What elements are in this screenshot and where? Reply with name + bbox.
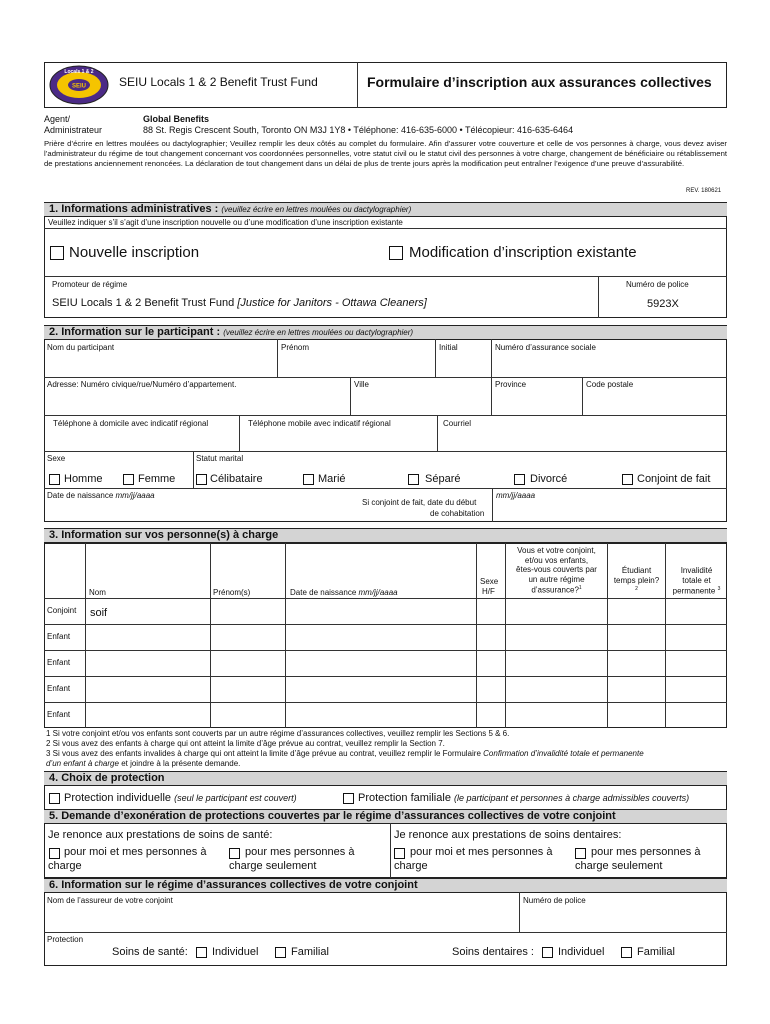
- cohabitation-date-field[interactable]: mm/jj/aaaa: [496, 491, 536, 500]
- waive-dental-label: Je renonce aux prestations de soins dentaires:: [394, 829, 622, 841]
- divider: [598, 276, 599, 318]
- participant-last-name-field[interactable]: Nom du participant: [47, 343, 115, 352]
- section-1-instruction: Veuillez indiquer s’il s’agit d’une inscription nouvelle ou d’une modification d’une inscription existante: [48, 218, 403, 227]
- section-4-title: 4. Choix de protection: [49, 772, 165, 784]
- divider: [44, 624, 727, 625]
- footnote-3: 3 Si vous avez des enfants invalides à charge qui ont atteint la limite d’âge prévue au contrat, veuillez remplir le Formulaire Confirmation d’invalidité totale et permanente: [46, 749, 644, 758]
- divider: [44, 276, 727, 277]
- col-first-name: Prénom(s): [213, 588, 251, 597]
- header-divider: [357, 62, 358, 108]
- footnotes: [46, 729, 726, 769]
- individual-protection-checkbox[interactable]: [49, 793, 60, 804]
- divider: [44, 598, 727, 599]
- divider: [492, 488, 493, 522]
- family-protection-checkbox[interactable]: [343, 793, 354, 804]
- divider: [44, 702, 727, 703]
- divider: [44, 377, 727, 378]
- divider: [350, 377, 351, 415]
- spouse-health-family-label: Familial: [291, 946, 329, 958]
- divider: [476, 543, 477, 728]
- section-6-header: [44, 878, 727, 893]
- divider: [491, 339, 492, 377]
- city-field[interactable]: Ville: [354, 380, 369, 389]
- waive-dental-dependents-label: pour mes personnes à: [591, 846, 701, 858]
- home-phone-field[interactable]: Téléphone à domicile avec indicatif régional: [53, 419, 209, 428]
- form-title: Formulaire d’inscription aux assurances collectives: [367, 74, 712, 90]
- sponsor-label: Promoteur de régime: [52, 280, 128, 289]
- section-1-title: 1. Informations administratives :: [49, 203, 219, 215]
- sex-label: Sexe: [47, 454, 66, 463]
- new-enrollment-checkbox[interactable]: [50, 246, 64, 260]
- email-field[interactable]: Courriel: [443, 419, 472, 428]
- divider: [44, 415, 727, 416]
- waive-health-self-checkbox[interactable]: [49, 848, 60, 859]
- footnote-3-cont: d’un enfant à charge et joindre à la présente demande.: [46, 759, 241, 768]
- divider: [44, 676, 727, 677]
- waive-dental-self-label-2: charge: [394, 860, 428, 872]
- divider: [85, 543, 86, 728]
- sponsor-detail: [Justice for Janitors - Ottawa Cleaners]: [237, 297, 427, 309]
- section-6-title: 6. Information sur le régime d’assurances collectives de votre conjoint: [49, 879, 418, 891]
- single-label: Célibataire: [210, 473, 263, 485]
- row-child-label: Enfant: [47, 632, 71, 641]
- section-2-title: 2. Information sur le participant :: [49, 326, 221, 338]
- address-field[interactable]: Adresse: Numéro civique/rue/Numéro d’appartement.: [47, 380, 237, 389]
- agent-address: 88 St. Regis Crescent South, Toronto ON M3J 1Y8 • Téléphone: 416-635-6000 • Télécopieur: 416-635-6464: [143, 125, 574, 135]
- separated-checkbox[interactable]: [408, 474, 419, 485]
- sponsor-value: SEIU Locals 1 & 2 Benefit Trust Fund [Justice for Janitors - Ottawa Cleaners]: [52, 297, 427, 309]
- svg-text:Locals 1 & 2: Locals 1 & 2: [64, 69, 94, 75]
- row-child-label: Enfant: [47, 710, 71, 719]
- first-name-field[interactable]: Prénom: [281, 343, 310, 352]
- married-label: Marié: [318, 473, 346, 485]
- agent-label: Agent/: [44, 114, 71, 124]
- section-3-header: [44, 528, 727, 543]
- row-spouse-label: Conjoint: [47, 606, 77, 615]
- col-date-of-birth: Date de naissance mm/jj/aaaa: [290, 588, 398, 597]
- divider: [44, 228, 727, 229]
- divider: [390, 823, 391, 878]
- mobile-phone-field[interactable]: Téléphone mobile avec indicatif régional: [248, 419, 391, 428]
- spouse-name-value[interactable]: soif: [90, 607, 108, 619]
- modify-enrollment-checkbox[interactable]: [389, 246, 403, 260]
- single-checkbox[interactable]: [196, 474, 207, 485]
- spouse-dental-family-checkbox[interactable]: [621, 947, 632, 958]
- policy-number-value: 5923X: [647, 298, 679, 310]
- agent-name: Global Benefits: [143, 114, 210, 124]
- postal-code-field[interactable]: Code postale: [586, 380, 634, 389]
- waive-dental-self-checkbox[interactable]: [394, 848, 405, 859]
- male-checkbox[interactable]: [49, 474, 60, 485]
- col-sex-hf: H/F: [482, 587, 495, 596]
- seiu-logo: [48, 64, 110, 106]
- footnote-2: 2 Si vous avez des enfants à charge qui ont atteint la limite d’âge prévue au contrat, veuillez remplir la Section 7.: [46, 739, 445, 748]
- section-3-title: 3. Information sur vos personne(s) à charge: [49, 529, 279, 541]
- male-label: Homme: [64, 473, 103, 485]
- spouse-dental-label: Soins dentaires :: [452, 946, 534, 958]
- waive-health-dependents-label: pour mes personnes à: [245, 846, 355, 858]
- spouse-policy-number-field[interactable]: Numéro de police: [523, 896, 586, 905]
- col-full-time-student: Étudiant temps plein? $^2$: [613, 566, 660, 593]
- divider: [44, 932, 727, 933]
- divider: [582, 377, 583, 415]
- policy-number-label: Numéro de police: [626, 280, 689, 289]
- waive-health-label: Je renonce aux prestations de soins de santé:: [48, 829, 273, 841]
- fund-name: SEIU Locals 1 & 2 Benefit Trust Fund: [119, 75, 318, 89]
- common-law-label: Conjoint de fait: [637, 473, 711, 485]
- date-of-birth-field[interactable]: Date de naissance mm/jj/aaaa: [47, 491, 155, 500]
- spouse-health-individual-label: Individuel: [212, 946, 259, 958]
- col-last-name: Nom: [89, 588, 106, 597]
- spouse-insurer-field[interactable]: Nom de l’assureur de votre conjoint: [47, 896, 173, 905]
- spouse-health-family-checkbox[interactable]: [275, 947, 286, 958]
- section-2-header: [44, 325, 727, 340]
- divider: [437, 415, 438, 451]
- married-checkbox[interactable]: [303, 474, 314, 485]
- spouse-dental-individual-checkbox[interactable]: [542, 947, 553, 958]
- waive-health-dependents-label-2: charge seulement: [229, 860, 317, 872]
- section-1-header: [44, 202, 727, 217]
- common-law-checkbox[interactable]: [622, 474, 633, 485]
- divider: [519, 892, 520, 932]
- province-field[interactable]: Province: [495, 380, 527, 389]
- spouse-health-individual-checkbox[interactable]: [196, 947, 207, 958]
- divorced-checkbox[interactable]: [514, 474, 525, 485]
- divider: [491, 377, 492, 415]
- intro-paragraph: Prière d’écrire en lettres moulées ou dactylographier; Veuillez remplir les deux côtés au complet du formulaire. Afin d’assurer votre couverture et celle de vos personnes à charge, vous devez aviser l’administrateur du régime de tout changement concernant vos coordonnées personnelles, votre statut civil ou le statut civil des personnes à votre charge, changement de bénéficiaire ou rétablissement de prestations anciennement renoncées. La déclaration de tout changement dans un délai de plus de trente jours après la modification peut entraîner l’exigence d’une preuve d’assurabilité.: [44, 139, 727, 169]
- new-enrollment-label: Nouvelle inscription: [69, 244, 200, 261]
- col-sex: Sexe: [480, 577, 499, 586]
- cohabitation-label-1: Si conjoint de fait, date du début: [362, 498, 477, 507]
- section-2-subtitle: (veuillez écrire en lettres moulées ou dactylographier): [223, 328, 414, 337]
- spouse-health-label: Soins de santé:: [112, 946, 188, 958]
- initial-field[interactable]: Initial: [439, 343, 458, 352]
- divider: [44, 650, 727, 651]
- protection-label: Protection: [47, 935, 84, 944]
- waive-dental-dependents-checkbox[interactable]: [575, 848, 586, 859]
- female-checkbox[interactable]: [123, 474, 134, 485]
- row-child-label: Enfant: [47, 684, 71, 693]
- divider: [285, 543, 286, 728]
- marital-status-label: Statut marital: [196, 454, 244, 463]
- modify-enrollment-label: Modification d’inscription existante: [409, 244, 637, 261]
- section-5-title: 5. Demande d’exonération de protections couvertes par le régime d’assurances collectives de votre conjoint: [49, 810, 616, 822]
- separated-label: Séparé: [425, 473, 461, 485]
- divider: [44, 451, 727, 452]
- individual-protection-label: Protection individuelle (seul le participant est couvert): [64, 792, 297, 804]
- footnote-1: 1 Si votre conjoint et/ou vos enfants sont couverts par un autre régime d’assurances collectives, veuillez remplir les Sections 5 & 6.: [46, 729, 510, 738]
- divider: [44, 488, 727, 489]
- section-4-header: [44, 771, 727, 786]
- svg-text:SEIU: SEIU: [71, 83, 87, 90]
- divider: [435, 339, 436, 377]
- waive-dental-dependents-label-2: charge seulement: [575, 860, 663, 872]
- divider: [193, 451, 194, 488]
- cohabitation-label-2: de cohabitation: [430, 509, 485, 518]
- spouse-dental-individual-label: Individuel: [558, 946, 605, 958]
- waive-health-self-label-2: charge: [48, 860, 82, 872]
- waive-health-dependents-checkbox[interactable]: [229, 848, 240, 859]
- row-child-label: Enfant: [47, 658, 71, 667]
- divorced-label: Divorcé: [530, 473, 568, 485]
- sin-field[interactable]: Numéro d’assurance sociale: [495, 343, 596, 352]
- waive-dental-self-label: pour moi et mes personnes à: [410, 846, 553, 858]
- divider: [239, 415, 240, 451]
- administrator-label: Administrateur: [44, 125, 103, 135]
- section-1-subtitle: (veuillez écrire en lettres moulées ou dactylographier): [221, 205, 412, 214]
- spouse-dental-family-label: Familial: [637, 946, 675, 958]
- col-other-coverage: Vous et votre conjoint, et/ou vos enfants, êtes-vous couverts par un autre régime d’assurance?$^1$: [516, 546, 597, 596]
- section-5-header: [44, 809, 727, 824]
- divider: [277, 339, 278, 377]
- female-label: Femme: [138, 473, 176, 485]
- family-protection-label: Protection familiale (le participant et personnes à charge admissibles couverts): [358, 792, 690, 804]
- waive-health-self-label: pour moi et mes personnes à: [64, 846, 207, 858]
- divider: [210, 543, 211, 728]
- col-disability: Invalidité totale et permanente $^3$: [672, 566, 721, 596]
- revision-code: REV. 180621: [686, 188, 722, 194]
